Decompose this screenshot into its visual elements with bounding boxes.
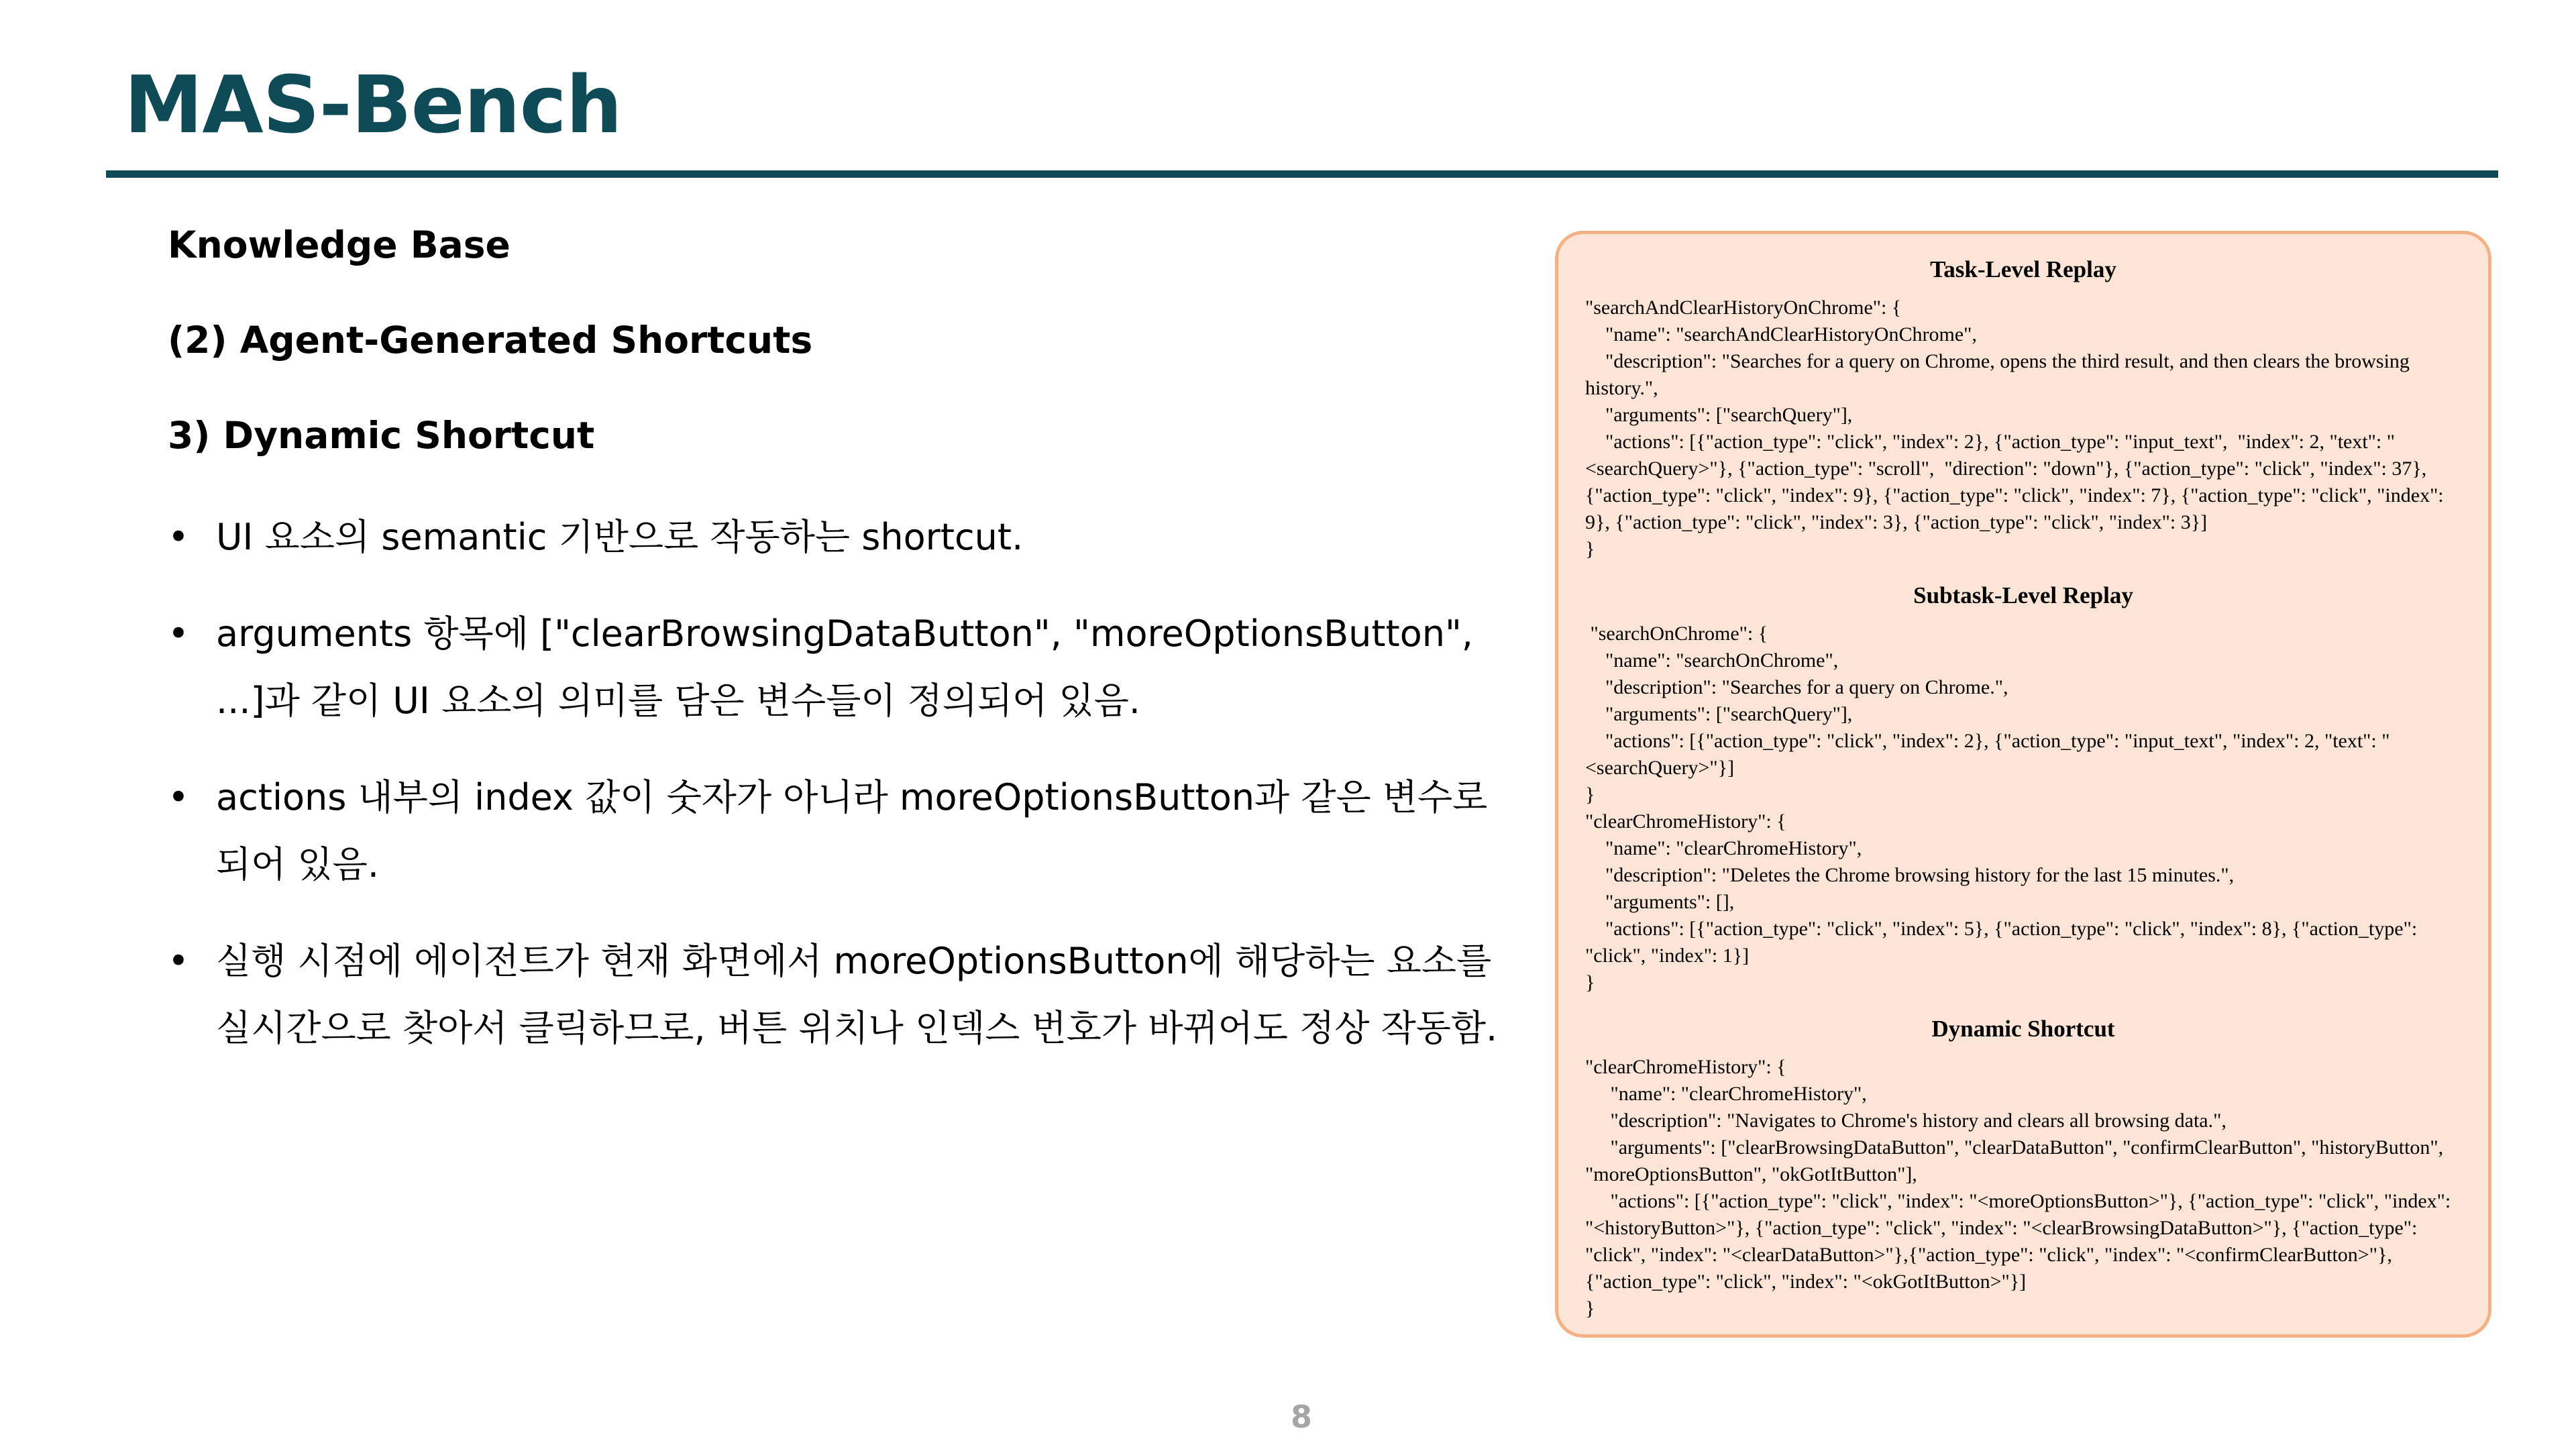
title-divider — [106, 170, 2498, 178]
bullet-marker: • — [168, 776, 189, 818]
heading-agent-generated-shortcuts: (2) Agent-Generated Shortcuts — [168, 319, 813, 362]
bullet-text: UI 요소의 semantic 기반으로 작동하는 shortcut. — [216, 516, 1024, 558]
code-subtask-level-replay: "searchOnChrome": { "name": "searchOnChrome", "description": "Searches for a query on Chrome.", "arguments": ["searchQuery"], "actions": [{"action_type": "click", "index": 2}, {"action_type": "input_text", "index": 2, "text": "<searchQuery>"}] } "clearChromeHistory": { "name": "clearChromeHistory", "description": "Deletes the Chrome browsing history for the last 15 minutes.", "arguments": [], "actions": [{"action_type": "click", "index": 5}, {"action_type": "click", "index": 8}, {"action_type": "click", "index": 1}] } — [1585, 623, 2418, 994]
bullet-item — [168, 600, 1523, 735]
bullet-item — [168, 764, 1523, 898]
heading-knowledge-base: Knowledge Base — [168, 223, 511, 266]
section-heading-subtask-level-replay: Subtask-Level Replay — [1913, 582, 2133, 608]
shortcut-code-panel — [1555, 231, 2491, 1338]
bullet-list — [168, 504, 1523, 1062]
page-number: 8 — [1290, 1399, 1312, 1435]
bullet-text: 실행 시점에 에이전트가 현재 화면에서 moreOptionsButton에 해당하는 요소를 실시간으로 찾아서 클릭하므로, 버튼 위치나 인덱스 번호가 바뀌어도 정상 작동함. — [216, 940, 1498, 1049]
bullet-marker: • — [168, 612, 189, 655]
bullet-marker: • — [168, 516, 189, 558]
heading-dynamic-shortcut: 3) Dynamic Shortcut — [168, 414, 595, 457]
left-content — [168, 218, 1523, 1091]
bullet-text: arguments 항목에 ["clearBrowsingDataButton", "moreOptionsButton", ...]과 같이 UI 요소의 의미를 담은 변수들이 정의되어 있음. — [216, 612, 1473, 722]
section-heading-dynamic-shortcut: Dynamic Shortcut — [1931, 1016, 2115, 1042]
bullet-item — [168, 928, 1523, 1062]
code-dynamic-shortcut: "clearChromeHistory": { "name": "clearChromeHistory", "description": "Navigates to Chrome's history and clears all browsing data.", "arguments": ["clearBrowsingDataButton", "clearDataButton", "confirmClearButton", "historyButton", "moreOptionsButton", "okGotItButton"], "actions": [{"action_type": "click", "index": "<moreOptionsButton>"}, {"action_type": "click", "index": "<historyButton>"}, {"action_type": "click", "index": "<clearBrowsingDataButton>"}, {"action_type": "click", "index": "<clearDataButton>"},{"action_type": "click", "index": "<confirmClearButton>"}, {"action_type": "click", "index": "<okGotItButton>"}] } — [1585, 1056, 2451, 1320]
bullet-marker: • — [168, 940, 189, 982]
section-heading-task-level-replay: Task-Level Replay — [1930, 256, 2116, 282]
code-task-level-replay: "searchAndClearHistoryOnChrome": { "name": "searchAndClearHistoryOnChrome", "description": "Searches for a query on Chrome, opens the third result, and then clears the browsing history.", "arguments": ["searchQuery"], "actions": [{"action_type": "click", "index": 2}, {"action_type": "input_text", "index": 2, "text": "<searchQuery>"}, {"action_type": "scroll", "direction": "down"}, {"action_type": "click", "index": 37}, {"action_type": "click", "index": 9}, {"action_type": "click", "index": 7}, {"action_type": "click", "index": 9}, {"action_type": "click", "index": 3}, {"action_type": "click", "index": 3}] } — [1585, 297, 2444, 560]
slide-title: MAS-Bench — [124, 58, 622, 151]
bullet-item — [168, 504, 1523, 571]
bullet-text: actions 내부의 index 값이 숫자가 아니라 moreOptionsButton과 같은 변수로 되어 있음. — [216, 776, 1488, 885]
